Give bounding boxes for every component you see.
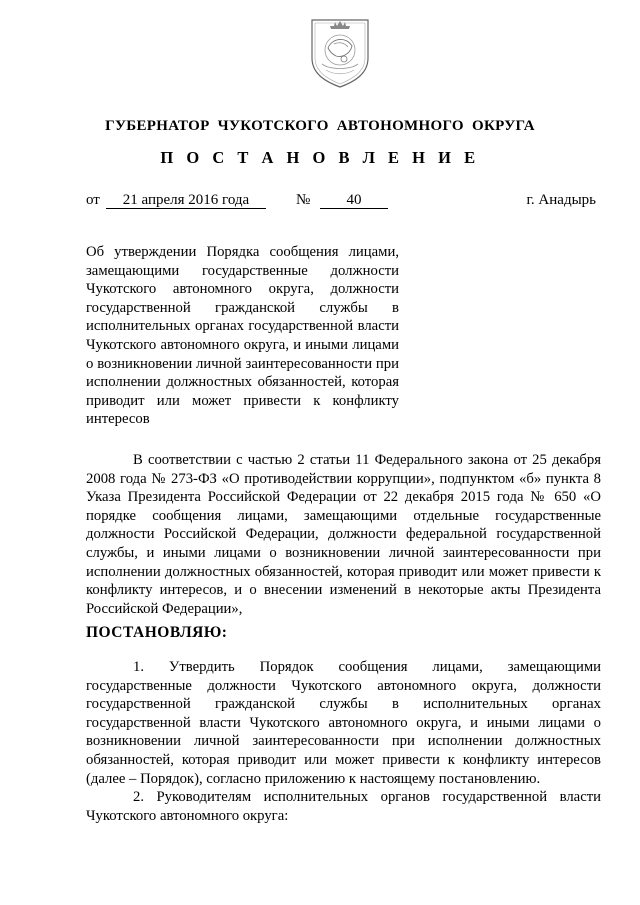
coat-of-arms-icon [306, 14, 374, 90]
issuer-title: ГУБЕРНАТОР ЧУКОТСКОГО АВТОНОМНОГО ОКРУГА [105, 118, 535, 134]
date-label: от [86, 192, 100, 208]
preamble-text: В соответствии с частью 2 статьи 11 Федерального закона от 25 декабря 2008 года № 273-ФЗ «О противодействии коррупции», подпунктом «б» пункта 8 Указа Президента Российской Федерации от 22 декабря 2015 года № 650 «О порядке сообщения лицами, замещающими отдельные государственные должности Российской Федерации, должности федеральной государственной службы, и иными лицами о возникновении личной заинтересованности при исполнении должностных обязанностей, которая приводит или может привести к конфликту интересов, и о внесении изменений в некоторые акты Президента Российской Федерации», [86, 452, 601, 617]
document-meta [86, 192, 596, 212]
resolution-item-1: 1. Утвердить Порядок сообщения лицами, замещающими государственные должности Чукотского автономного округа, должности государственной гражданской службы в исполнительных органах государственной власти Чукотского автономного округа, и иными лицами о возникновении личной заинтересованности при исполнении должностных обязанностей, которая приводит или может привести к конфликту интересов (далее – Порядок), согласно приложению к настоящему постановлению. [86, 659, 601, 787]
document-city: г. Анадырь [526, 192, 596, 208]
chukotka-coat-of-arms-icon [306, 14, 374, 90]
document-number: 40 [320, 192, 388, 209]
resolution-item-2: 2. Руководителям исполнительных органов государственной власти Чукотского автономного округа: [86, 789, 601, 824]
document-date: 21 апреля 2016 года [106, 192, 266, 209]
preamble [86, 451, 601, 618]
document-type: П О С Т А Н О В Л Е Н И Е [160, 148, 480, 167]
number-label: № [296, 192, 311, 208]
resolution-items [86, 658, 601, 825]
document-subject [86, 243, 399, 429]
resolve-heading: ПОСТАНОВЛЯЮ: [86, 624, 228, 641]
subject-text: Об утверждении Порядка сообщения лицами, замещающими государственные должности Чукотского автономного округа, должности государственной гражданской службы в исполнительных органах государственной власти Чукотского автономного округа, и иными лицами о возникновении личной заинтересованности при исполнении должностных обязанностей, которая приводит или может привести к конфликту интересов [86, 244, 399, 428]
